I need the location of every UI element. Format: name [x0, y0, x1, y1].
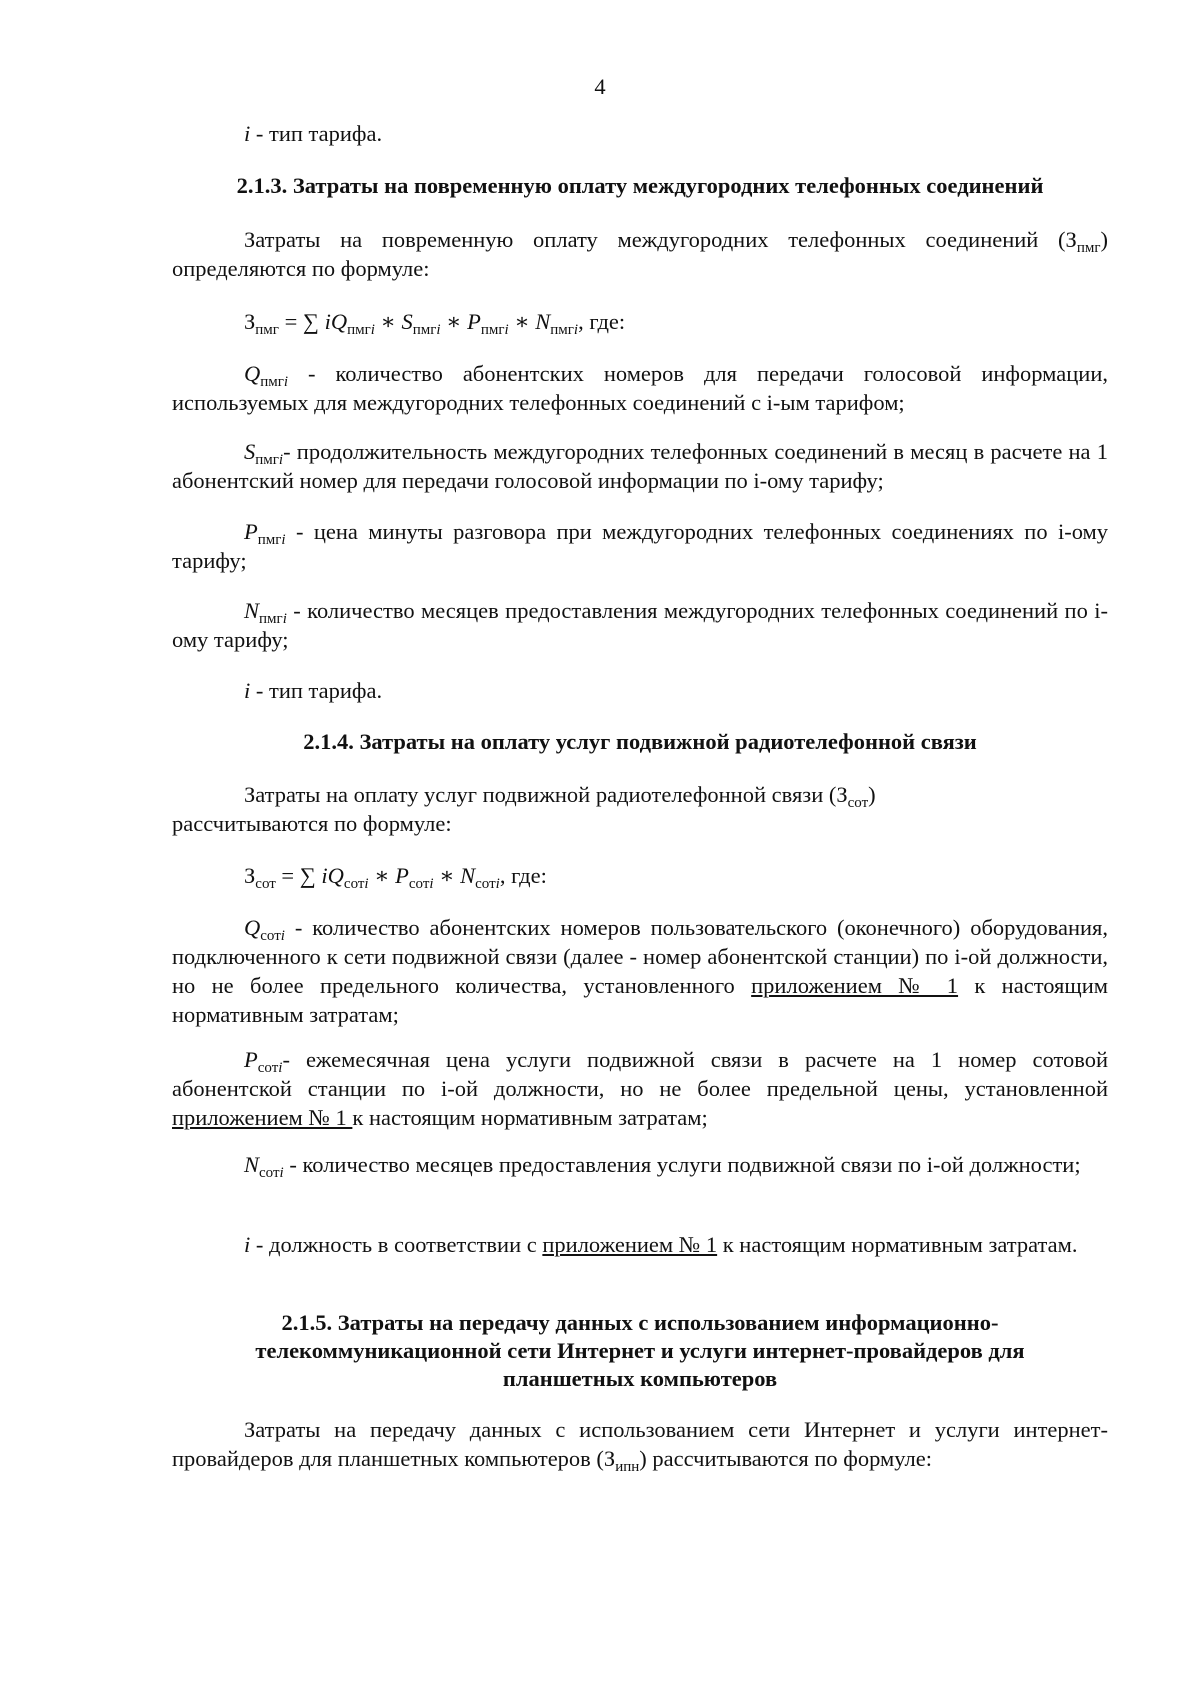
appendix-1-link[interactable]: приложением № 1 [542, 1232, 718, 1257]
definition-i-position: i - должность в соответствии с приложением № 1 к настоящим нормативным затратам. [244, 1232, 1078, 1257]
definition-n-sot: $N_{сотi}$ - количество месяцев предоставления услуги подвижной связи по i-ой должности; [244, 1152, 1081, 1181]
var-i: i [244, 121, 251, 146]
definition-s-pmg: $S_{пмгi}-$ продолжительность междугородних телефонных соединений в месяц в расчете на 1 абонентский номер для передачи голосовой информации по i-ому тарифу; [172, 439, 1108, 493]
definition-p-pmg: $P_{пмгi}$ - цена минуты разговора при междугородних телефонных соединениях по i-ому тарифу; [172, 519, 1108, 573]
section-heading-2-1-3: 2.1.3. Затраты на повременную оплату междугородних телефонных соединений [236, 173, 1044, 198]
section-heading-2-1-5: 2.1.5. Затраты на передачу данных с использованием информационно- телекоммуникационной сети Интернет и услуги интернет-провайдеров для планшетных компьютеров [255, 1310, 1025, 1391]
section-214-intro: Затраты на оплату услуг подвижной радиотелефонной связи $(З_{сот})$ рассчитываются по формуле: [172, 782, 876, 836]
type-of-tariff-line-213: i - тип тарифа. [244, 678, 383, 703]
definition-q-sot: $Q_{сотi}$ - количество абонентских номеров пользовательского (оконечного) оборудования, подключенного к сети подвижной связи (далее - номер абонентской станции) по i-ой должности, но не более предельного количества, установленного приложением № 1 к настоящим нормативным затратам; [172, 915, 1109, 1027]
type-of-tariff-line: i - тип тарифа. [244, 121, 383, 146]
appendix-1-link[interactable]: приложением № 1 [172, 1105, 353, 1130]
definition-q-pmg: $Q_{пмгi}$ - количество абонентских номеров для передачи голосовой информации, используемых для междугородних телефонных соединений с i-ым тарифом; [172, 361, 1108, 415]
formula-zpmg: $З_{пмг}$ = ∑ $iQ_{пмгi}$ ∗ $S_{пмгi}$ ∗ $P_{пмгi}$ ∗ $N_{пмгi}$, где: [244, 309, 626, 338]
section-heading-2-1-4: 2.1.4. Затраты на оплату услуг подвижной радиотелефонной связи [303, 729, 977, 754]
section-213-intro: Затраты на повременную оплату междугородних телефонных соединений $(З_{пмг})$ определяются по формуле: [172, 227, 1108, 281]
formula-zsot: $З_{сот}$ = ∑ $iQ_{сотi}$ ∗ $P_{сотi}$ ∗ $N_{сотi}$, где: [244, 863, 547, 892]
section-215-intro: Затраты на передачу данных с использованием сети Интернет и услуги интернет-провайдеров для планшетных компьютеров $(З_{ипн})$ рассчитываются по формуле: [172, 1417, 1108, 1475]
definition-n-pmg: $N_{пмгi}$ - количество месяцев предоставления междугородних телефонных соединений по i-ому тарифу; [172, 598, 1108, 652]
definition-p-sot: $P_{сотi}-$ ежемесячная цена услуги подвижной связи в расчете на 1 номер сотовой абонентской станции по i-ой должности, но не более предельной цены, установленной приложением № 1 к настоящим нормативным затратам; [172, 1047, 1108, 1130]
appendix-1-link[interactable]: приложением № 1 [751, 973, 959, 998]
page-number: 4 [594, 74, 606, 99]
